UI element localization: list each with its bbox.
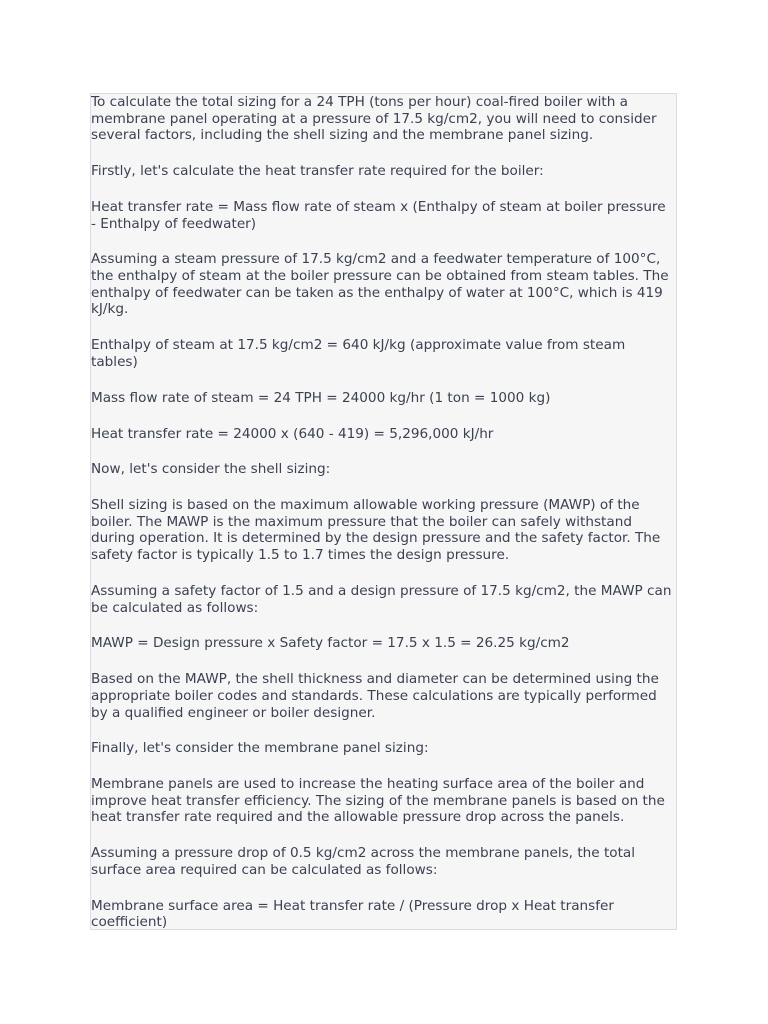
paragraph-heat-transfer-result: Heat transfer rate = 24000 x (640 - 419) = 5,296,000 kJ/hr [91, 425, 494, 442]
paragraph-shell-thickness: Based on the MAWP, the shell thickness and diameter can be determined using the appropriate boiler codes and standards. These calculations are typically performed by a qualified engineer or boiler designer. [91, 671, 659, 721]
paragraph-membrane-description: Membrane panels are used to increase the heating surface area of the boiler and improve heat transfer efficiency. The sizing of the membrane panels is based on the heat transfer rate required and the allowable pressure drop across the panels. [91, 776, 665, 826]
paragraph-shell-mawp: Shell sizing is based on the maximum allowable working pressure (MAWP) of the boiler. The MAWP is the maximum pressure that the boiler can safely withstand during operation. It is determined by the design pressure and the safety factor. The safety factor is typically 1.5 to 1.7 times the design pressure. [91, 497, 661, 564]
document-content [91, 94, 676, 930]
paragraph-membrane-formula: Membrane surface area = Heat transfer rate / (Pressure drop x Heat transfer coefficient) [91, 897, 614, 930]
document-panel [90, 93, 677, 930]
paragraph-mawp-formula: MAWP = Design pressure x Safety factor = 17.5 x 1.5 = 26.25 kg/cm2 [91, 635, 570, 652]
paragraph-membrane-intro: Finally, let's consider the membrane panel sizing: [91, 740, 429, 757]
paragraph-intro: To calculate the total sizing for a 24 TPH (tons per hour) coal-fired boiler with a membrane panel operating at a pressure of 17.5 kg/cm2, you will need to consider several factors, including the shell sizing and the membrane panel sizing. [91, 94, 657, 144]
paragraph-mass-flow: Mass flow rate of steam = 24 TPH = 24000 kg/hr (1 ton = 1000 kg) [91, 389, 551, 406]
paragraph-steam-assumption: Assuming a steam pressure of 17.5 kg/cm2 and a feedwater temperature of 100°C, the enthalpy of steam at the boiler pressure can be obtained from steam tables. The enthalpy of feedwater can be taken as the enthalpy of water at 100°C, which is 419 kJ/kg. [91, 251, 669, 318]
paragraph-shell-intro: Now, let's consider the shell sizing: [91, 461, 331, 478]
paragraph-heat-transfer-formula: Heat transfer rate = Mass flow rate of steam x (Enthalpy of steam at boiler pressure - Enthalpy of feedwater) [91, 198, 666, 232]
paragraph-heat-transfer-intro: Firstly, let's calculate the heat transfer rate required for the boiler: [91, 163, 544, 180]
paragraph-steam-enthalpy: Enthalpy of steam at 17.5 kg/cm2 = 640 kJ/kg (approximate value from steam tables) [91, 337, 626, 370]
paragraph-safety-factor: Assuming a safety factor of 1.5 and a design pressure of 17.5 kg/cm2, the MAWP can be calculated as follows: [91, 582, 672, 616]
paragraph-pressure-drop: Assuming a pressure drop of 0.5 kg/cm2 across the membrane panels, the total surface area required can be calculated as follows: [91, 845, 636, 878]
